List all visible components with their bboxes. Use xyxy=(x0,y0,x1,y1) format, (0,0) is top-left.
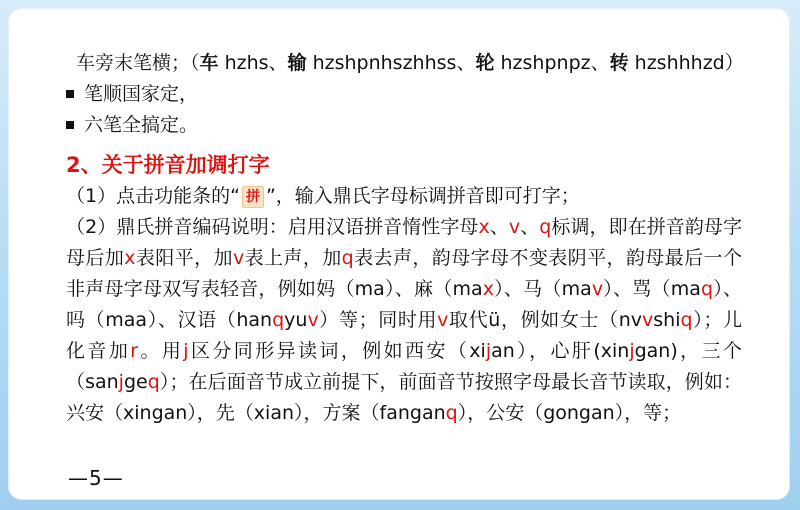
bullet-text-run: hzshhhzd） xyxy=(628,52,744,74)
page-number: —5— xyxy=(68,466,124,490)
tone-letter-highlight: r xyxy=(130,340,139,362)
text-run: 标调，即在拼音韵母字母后加 xyxy=(66,216,742,269)
pinyin-button-icon: 拼 xyxy=(242,186,264,208)
tone-letter-highlight: q xyxy=(341,247,354,269)
tone-letter-highlight: v xyxy=(642,309,654,331)
text-run: an），心肝(xin xyxy=(491,340,630,362)
bullet-text-run: 轮 xyxy=(475,52,495,74)
tone-letter-highlight: v xyxy=(232,247,245,269)
bullet-square-icon xyxy=(66,90,74,98)
tone-letter-highlight: v xyxy=(508,216,521,238)
text-run: 、 xyxy=(489,216,509,238)
page-card xyxy=(8,8,790,500)
tone-letter-highlight: q xyxy=(680,309,693,331)
bullet-text-run: 六笔全搞定。 xyxy=(84,114,199,136)
tone-letter-highlight: q xyxy=(700,278,713,300)
tone-letter-highlight: j xyxy=(118,371,124,393)
bullet-item xyxy=(66,79,742,110)
text-run: （2）鼎氏拼音编码说明：启用汉语拼音惰性字母 xyxy=(66,216,479,238)
bullet-item xyxy=(66,110,742,141)
page-content xyxy=(66,48,742,429)
bullet-item xyxy=(66,48,742,79)
bullet-text-run: 车旁末笔横；（ xyxy=(76,52,200,74)
text-run: ）、骂（ma xyxy=(603,278,701,300)
text-run: ）、马（ma xyxy=(493,278,592,300)
bullet-text xyxy=(84,79,198,110)
bullet-text-run: 转 xyxy=(609,52,629,74)
text-run: ）；在后面音节成立前提下，前面音节按照字母最长音节读取，例如：兴安（xingan），先（xian），方案（fangan xyxy=(66,371,742,424)
text-run: yu xyxy=(284,309,308,331)
paragraph-2 xyxy=(66,212,742,429)
section-heading: 2、关于拼音加调打字 xyxy=(66,153,270,177)
text-run: 取代ü，例如女士（nv xyxy=(448,309,643,331)
bullet-square-icon xyxy=(66,121,74,129)
tone-letter-highlight: q xyxy=(147,371,160,393)
text-run: shi xyxy=(653,309,681,331)
tone-letter-highlight: q xyxy=(272,309,285,331)
tone-letter-highlight: j xyxy=(183,340,189,362)
bullet-text-run: hzhs、 xyxy=(218,52,288,74)
bullet-text-run: 输 xyxy=(287,52,307,74)
text-run: 表上声，加 xyxy=(244,247,342,269)
tone-letter-highlight: v xyxy=(591,278,604,300)
tone-letter-highlight: v xyxy=(307,309,319,331)
text-run: ）等；同时用 xyxy=(318,309,438,331)
bullet-text-run: 车 xyxy=(199,52,219,74)
text-run: 表阳平，加 xyxy=(135,247,233,269)
tone-letter-highlight: q xyxy=(445,402,458,424)
tone-letter-highlight: j xyxy=(629,340,635,362)
tone-letter-highlight: x xyxy=(124,247,136,269)
tone-letter-highlight: x xyxy=(482,278,494,300)
text-run: ）、吗（maa）、汉语（han xyxy=(66,278,742,331)
text-run: 表去声，韵母字母不变表阴平，韵母最后一个非声母字母双写表轻音，例如妈（ma）、麻（ma xyxy=(66,247,742,300)
tone-letter-highlight: q xyxy=(539,216,552,238)
text-run: ），公安（gongan），等； xyxy=(457,402,682,424)
bullet-text xyxy=(84,110,198,141)
tone-letter-highlight: v xyxy=(437,309,449,331)
bullet-text-run: hzshpnpz、 xyxy=(494,52,610,74)
bullet-list xyxy=(66,48,742,141)
bullet-text-run: hzshpnhszhhss、 xyxy=(306,52,476,74)
tone-letter-highlight: j xyxy=(485,340,492,362)
text-run: gan)，三个（san xyxy=(66,340,742,393)
bullet-text-run: 笔顺国家定， xyxy=(84,83,199,105)
tone-letter-highlight: x xyxy=(478,216,490,238)
text-run: ge xyxy=(123,371,148,393)
text-run: 、 xyxy=(520,216,540,238)
text-run: 。用 xyxy=(138,340,184,362)
paragraph-1 xyxy=(66,181,742,212)
p1-before: （1）点击功能条的“ xyxy=(66,185,240,207)
text-run: ）；儿化音加 xyxy=(66,309,742,362)
bullet-text xyxy=(76,48,744,79)
p1-after: ”，输入鼎氏字母标调拼音即可打字； xyxy=(265,185,580,207)
text-run: 区分同形异读词，例如西安（xi xyxy=(188,340,486,362)
